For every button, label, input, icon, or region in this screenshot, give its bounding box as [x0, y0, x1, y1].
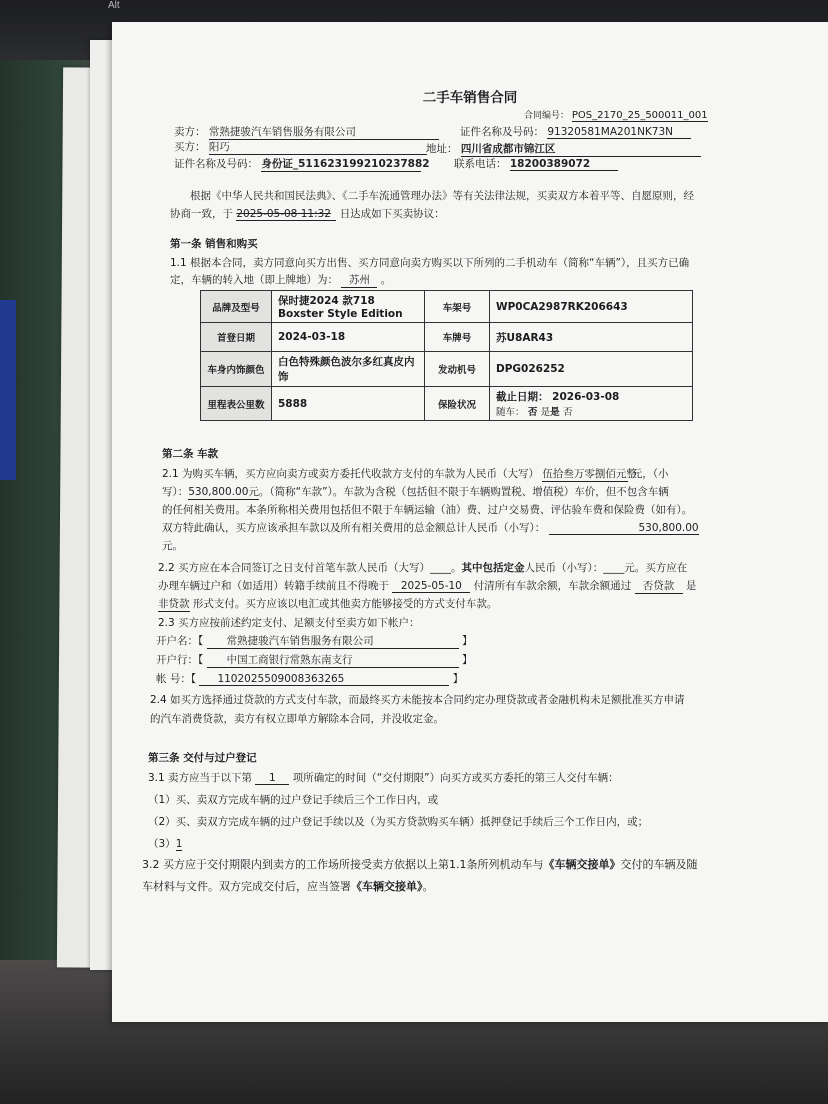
delivery-option-3: [148, 836, 182, 851]
mileage-value: 5888: [272, 387, 425, 421]
registration-label: 首登日期: [201, 323, 272, 352]
price-uppercase: 伍拾叁万零捌佰元整: [542, 468, 637, 480]
account-number-close: 】: [452, 673, 464, 685]
payment-deadline: 2025-05-10: [392, 580, 470, 593]
buyer-id: 身份证_511623199210237882: [261, 158, 430, 170]
contract-page: [112, 22, 828, 1022]
insurance-expiry: 截止日期： 2026-03-08: [496, 391, 620, 403]
seller-row: [174, 124, 439, 140]
clause-2-2-line-1: [158, 560, 687, 575]
brand-label: 品牌及型号: [201, 291, 272, 323]
section-2-title: 第二条 车款: [162, 448, 219, 460]
engine-value: DPG026252: [490, 352, 693, 387]
delivery-item-number: 1: [255, 772, 289, 785]
account-bank-label: 开户行：【: [156, 654, 204, 666]
clause-2-4-line-2: 的汽车消费贷款，卖方有权立即单方解除本合同，并没收定金。: [150, 713, 444, 725]
table-row: [201, 291, 693, 323]
buyer-id-row: [174, 156, 430, 172]
account-name-label: 开户名：【: [156, 635, 204, 647]
contract-number: POS_2170_25_500011_001: [571, 110, 708, 121]
phone-label: 联系电话：: [454, 158, 507, 170]
vin-value: WP0CA2987RK206643: [490, 291, 693, 323]
contract-content: [112, 22, 828, 1022]
clause-3-1-suffix: 项所确定的时间（“交付期限”）向买方或买方委托的第三人交付车辆：: [292, 772, 619, 784]
table-row: [201, 352, 693, 387]
delivery-option-2: （2）买、卖双方完成车辆的过户登记手续以及（为买方贷款购买车辆）抵押登记手续后三个工作日内，或；: [148, 816, 649, 828]
account-bank-close: 】: [461, 654, 473, 666]
plate-value: 苏U8AR43: [490, 323, 693, 352]
clause-3-2-prefix: 3.2 买方应于交付期限内到卖方的工作场所接受卖方依据以上第1.1条所列机动车与: [142, 858, 544, 871]
clause-1-1-line-2: [170, 272, 391, 288]
clause-2-1-line-1: [162, 466, 668, 482]
account-number-label: 帐 号：【: [156, 673, 197, 685]
clause-2-1-line-4: [162, 520, 699, 535]
contract-number-row: [524, 108, 708, 122]
account-name: 常熟捷骏汽车销售服务有限公司: [207, 633, 459, 649]
clause-3-2-mid: 交付的车辆及随: [620, 858, 698, 871]
plate-label: 车牌号: [425, 323, 490, 352]
buyer-id-label: 证件名称及号码：: [174, 158, 258, 170]
clause-3-2-line-2: [142, 878, 434, 894]
option-3-value: 1: [175, 838, 183, 850]
account-name-close: 】: [461, 635, 473, 647]
clause-2-1-line-5: 元。: [162, 540, 183, 552]
intro-line-1: 根据《中华人民共和国民法典》、《二手车流通管理办法》等有关法律法规，买卖双方本着平等、自愿原则，经: [190, 190, 694, 202]
transfer-city: 苏州: [341, 272, 377, 288]
clause-2-2-line-2: [158, 578, 696, 594]
intro-line-2: [170, 206, 445, 221]
clause-3-2-end: 。: [422, 880, 434, 893]
signing-date: 2025-05-08 11:32: [236, 208, 336, 221]
follow-car-yes: 是: [550, 407, 560, 418]
clause-2-4-line-1: 2.4 如买方选择通过贷款的方式支付车款，而最终买方未能按本合同约定办理贷款或者金融机构未足额批准买方申请: [150, 694, 685, 706]
brand-model: [272, 291, 425, 323]
balance-text: 付清所有车款余额，车款余额通过: [473, 580, 632, 592]
clause-2-1-unit: 元，（小: [631, 468, 669, 480]
clause-2-3: 2.3 买方应按前述约定支付、足额支付至卖方如下帐户：: [158, 617, 420, 629]
account-name-row: [156, 633, 472, 649]
total-label: 双方特此确认，买方应该承担车款以及所有相关费用的总金额总计人民币（小写）：: [162, 522, 546, 534]
registration-date: 2024-03-18: [272, 323, 425, 352]
handover-doc-1: 《车辆交接单》: [543, 858, 621, 871]
insurance-label: 保险状况: [425, 387, 490, 421]
clause-2-1-prefix: 2.1 为购买车辆，买方应向卖方或卖方委托代收款方支付的车款为人民币（大写）: [162, 468, 540, 480]
contract-title: 二手车销售合同: [422, 90, 518, 106]
seller-id-label: 证件名称及号码：: [460, 126, 544, 138]
buyer-address: 四川省成都市锦江区: [461, 141, 701, 157]
account-bank: 中国工商银行常熟东南支行: [207, 652, 459, 668]
color-line-1: 白色特殊颜色波尔多红真皮内: [278, 356, 415, 368]
clause-2-2-line-3: [158, 596, 497, 612]
first-payment: 2.2 买方应在本合同签订之日支付首笔车款人民币（大写）____。: [158, 562, 462, 574]
transfer-location-label: 定，车辆的转入地（即上牌地）为：: [170, 274, 338, 286]
background-blue-card: [0, 300, 16, 480]
color-line-2: 饰: [278, 371, 289, 383]
clause-2-1-line-2: [162, 484, 669, 500]
clause-2-1-line-3: 的任何相关费用。本条所称相关费用包括但不限于车辆运输（油）费、过户交易费、评估验车费和保险费（如有）。: [162, 504, 693, 516]
deposit-amount-text: 人民币（小写）：____元。买方应在: [524, 562, 688, 574]
follow-car-opt-no: 否: [563, 407, 573, 418]
clause-2-1-tax: 。（简称“车款”）。车款为含税（包括但不限于车辆购置税、增值税）车价，但不包含车辆: [258, 486, 669, 498]
seller-id: 91320581MA201NK73N: [547, 126, 691, 139]
intro-prefix: 协商一致，于: [170, 208, 233, 220]
delivery-option-1: （1）买、卖双方完成车辆的过户登记手续后三个工作日内，或: [148, 794, 439, 806]
handover-doc-2: 《车辆交接单》: [351, 880, 423, 893]
buyer-label: 买方：: [174, 141, 206, 153]
color-value: [272, 352, 425, 387]
vehicle-info-table: [200, 290, 693, 421]
buyer-phone: 18200389072: [510, 158, 618, 171]
buyer-name: 阳巧: [209, 139, 427, 155]
keyboard-alt-key: Alt: [108, 0, 120, 11]
non-loan-option: 非贷款: [158, 598, 190, 610]
follow-car-no: 否: [527, 407, 538, 418]
clause-3-2-tail: 车材料与文件。双方完成交付后，应当签署: [142, 880, 351, 893]
section-1-title: 第一条 销售和购买: [170, 238, 258, 250]
table-row: [201, 323, 693, 352]
phone-row: [454, 156, 618, 171]
account-number-row: [156, 671, 463, 686]
section-3-title: 第三条 交付与过户登记: [148, 752, 257, 764]
mileage-label: 里程表公里数: [201, 387, 272, 421]
seller-name: 常熟捷骏汽车销售服务有限公司: [209, 124, 439, 140]
lowercase-label: 写）：: [162, 486, 189, 498]
insurance-follow-car: [496, 404, 686, 418]
insurance-status: [490, 387, 693, 421]
table-row: [201, 387, 693, 421]
transfer-city-suffix: 。: [380, 274, 392, 286]
engine-label: 发动机号: [425, 352, 490, 387]
color-label: 车身内饰颜色: [201, 352, 272, 387]
follow-car-opt: 是: [540, 407, 551, 418]
follow-car-label: 随车：: [496, 407, 525, 418]
seller-label: 卖方：: [174, 126, 206, 138]
buyer-row: [174, 139, 427, 155]
payment-method-text: 形式支付。买方应该以电汇或其他卖方能够接受的方式支付车款。: [192, 598, 498, 610]
brand-line-2: Boxster Style Edition: [278, 308, 403, 320]
clause-3-1: [148, 770, 619, 785]
intro-suffix: 日达成如下买卖协议：: [339, 208, 445, 220]
price-amount: 530,800.00元: [188, 486, 259, 498]
loan-option: 否贷款: [635, 578, 683, 594]
clause-1-1-line-1: 1.1 根据本合同，卖方同意向买方出售、买方同意向卖方购买以下所列的二手机动车（简称“车辆”），且买方已确: [170, 257, 690, 269]
option-3-label: （3）: [148, 838, 176, 850]
clause-3-2-line-1: [142, 856, 697, 872]
loan-yes: 是: [685, 580, 697, 592]
contract-number-label: 合同编号：: [524, 111, 570, 121]
account-number: 1102025509008363265: [199, 673, 449, 686]
account-bank-row: [156, 652, 472, 668]
address-row: [426, 141, 701, 157]
address-label: 地址：: [426, 143, 458, 155]
brand-line-1: 保时捷2024 款718: [278, 295, 375, 307]
deadline-prefix: 办理车辆过户和（如适用）转籍手续前且不得晚于: [158, 580, 389, 592]
vin-label: 车架号: [425, 291, 490, 323]
total-amount: 530,800.00: [549, 522, 699, 535]
seller-id-row: [460, 124, 691, 139]
clause-3-1-prefix: 3.1 卖方应当于以下第: [148, 772, 253, 784]
deposit-label: 其中包括定金: [461, 562, 525, 574]
